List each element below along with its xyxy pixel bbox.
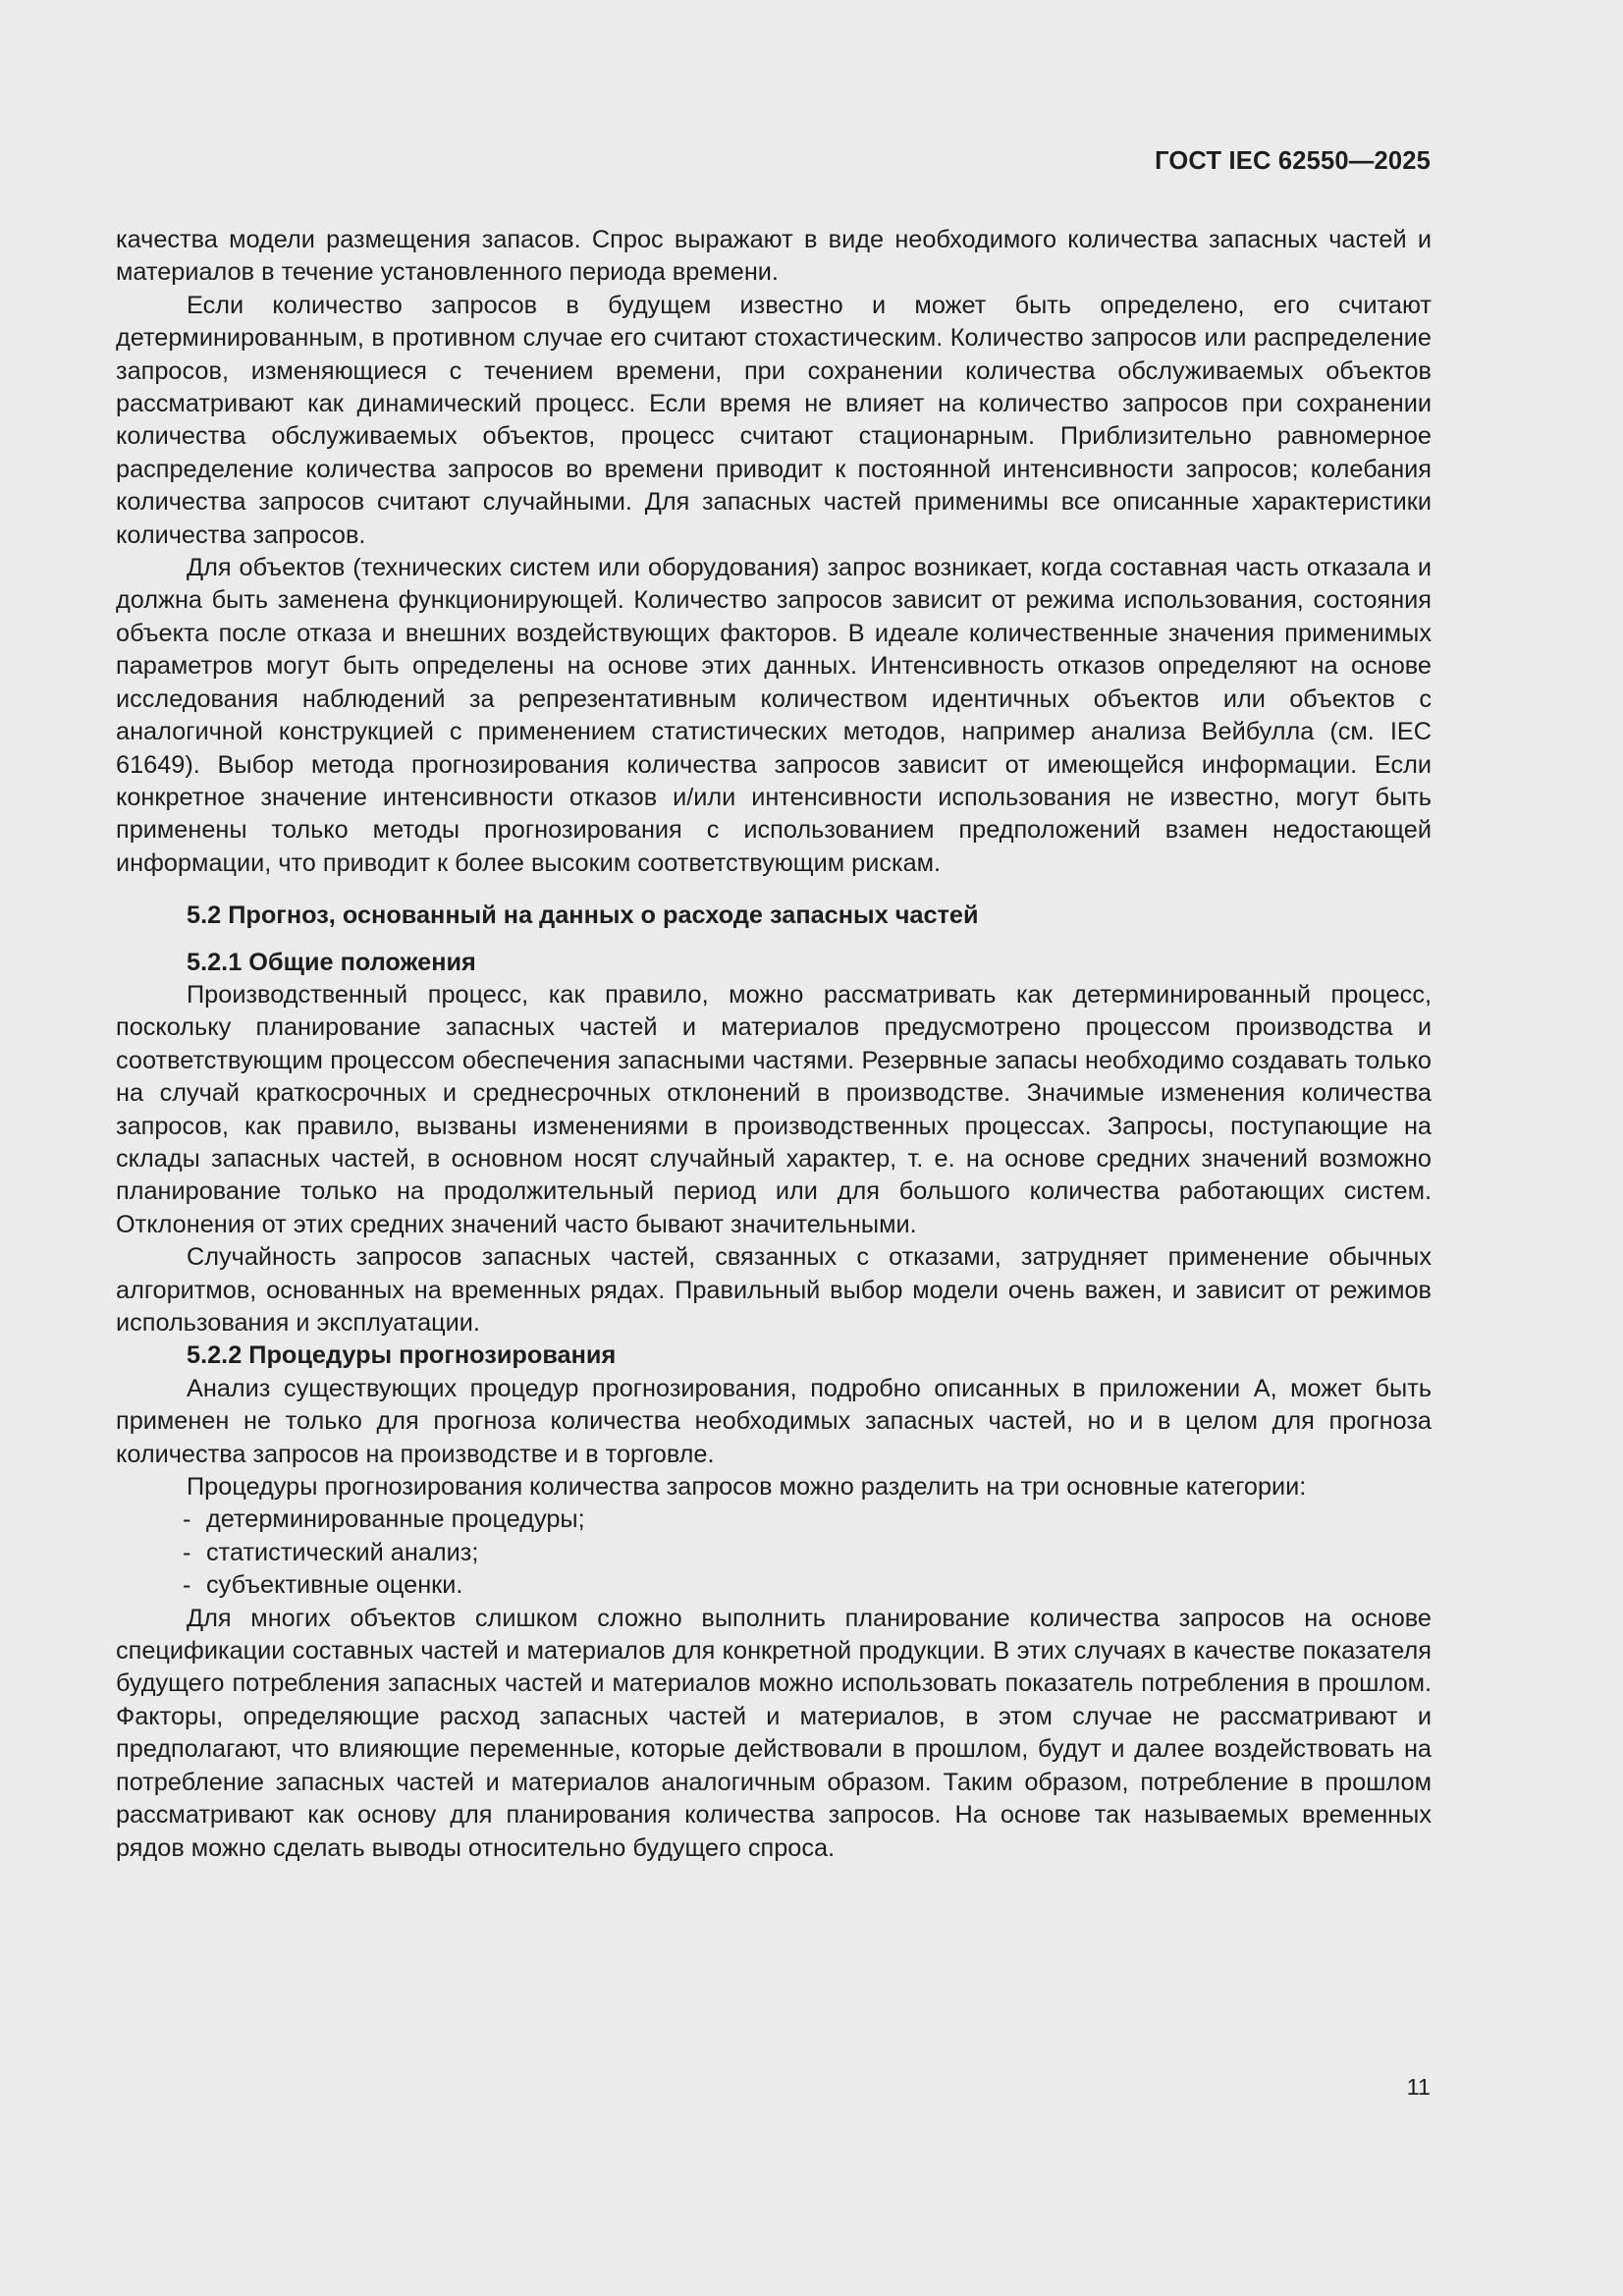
paragraph: Анализ существующих процедур прогнозирования, подробно описанных в приложении А, может быть применен не только для прогноза количества необходимых запасных частей, но и в целом для прогноза количества запросов на производстве и в торговле. [116,1374,1432,1468]
document-header: ГОСТ IEC 62550—2025 [1155,147,1431,175]
list-dash: - [183,1571,191,1600]
list-item [116,1569,1432,1602]
section-heading-5-2-2: 5.2.2 Процедуры прогнозирования [187,1341,617,1370]
list-item [116,1537,1432,1569]
paragraph: качества модели размещения запасов. Спрос выражают в виде необходимого количества запасных частей и материалов в течение установленного периода времени. [116,226,1432,287]
list-item-text: статистический анализ; [206,1538,479,1566]
list-item [116,1503,1432,1536]
paragraph: Для многих объектов слишком сложно выполнить планирование количества запросов на основе спецификации составных частей и материалов для конкретной продукции. В этих случаях в качестве показателя будущего потребления запасных частей и материалов можно использовать показатель потребления в прошлом. Факторы, определяющие расход запасных частей и материалов, в этом случае не рассматривают и предполагают, что влияющие переменные, которые действовали в прошлом, будут и далее воздействовать на потребление запасных частей и материалов аналогичным образом. Таким образом, потребление в прошлом рассматривают как основу для планирования количества запросов. На основе так называемых временных рядов можно сделать выводы относительно будущего спроса. [116,1604,1432,1862]
paragraph: Для объектов (технических систем или оборудования) запрос возникает, когда составная часть отказала и должна быть заменена функционирующей. Количество запросов зависит от режима использования, состояния объекта после отказа и внешних воздействующих факторов. В идеале количественные значения применимых параметров могут быть определены на основе этих данных. Интенсивность отказов определяют на основе исследования наблюдений за репрезентативным количеством идентичных объектов или объектов с аналогичной конструкцией с применением статистических методов, например анализа Вейбулла (см. IEC 61649). Выбор метода прогнозирования количества запросов зависит от имеющейся информации. Если конкретное значение интенсивности отказов и/или интенсивности использования не известно, могут быть применены только методы прогнозирования с использованием предположений взамен недостающей информации, что приводит к более высоким соответствующим рискам. [116,554,1432,877]
paragraph: Производственный процесс, как правило, можно рассматривать как детерминированный процесс, поскольку планирование запасных частей и материалов предусмотрено процессом производства и соответствующим процессом обеспечения запасными частями. Резервные запасы необходимо создавать только на случай краткосрочных и среднесрочных отклонений в производстве. Значимые изменения количества запросов, как правило, вызваны изменениями в производственных процессах. Запросы, поступающие на склады запасных частей, в основном носят случайный характер, т. е. на основе средних значений возможно планирование только на продолжительный период или для большого количества работающих систем. Отклонения от этих средних значений часто бывают значительными. [116,980,1432,1238]
list-dash: - [183,1538,191,1566]
section-heading-5-2-1: 5.2.1 Общие положения [187,948,476,976]
paragraph: Если количество запросов в будущем известно и может быть определено, его считают детерминированным, в противном случае его считают стохастическим. Количество запросов или распределение запросов, изменяющиеся с течением времени, при сохранении количества обслуживаемых объектов рассматривают как динамический процесс. Если время не влияет на количество запросов при сохранении количества обслуживаемых объектов, процесс считают стационарным. Приблизительно равномерное распределение количества запросов во времени приводит к постоянной интенсивности запросов; колебания количества запросов считают случайными. Для запасных частей применимы все описанные характеристики количества запросов. [116,291,1432,549]
list-dash: - [183,1505,191,1534]
category-list [116,1503,1432,1602]
section-heading-5-2: 5.2 Прогноз, основанный на данных о расходе запасных частей [187,902,979,930]
list-item-text: детерминированные процедуры; [206,1505,585,1534]
page-number: 11 [1406,2074,1431,2100]
list-item-text: субъективные оценки. [206,1571,463,1600]
paragraph: Случайность запросов запасных частей, связанных с отказами, затрудняет применение обычных алгоритмов, основанных на временных рядах. Правильный выбор модели очень важен, и зависит от режимов использования и эксплуатации. [116,1243,1432,1337]
document-body [116,224,1432,1865]
paragraph: Процедуры прогнозирования количества запросов можно разделить на три основные категории: [187,1473,1307,1502]
